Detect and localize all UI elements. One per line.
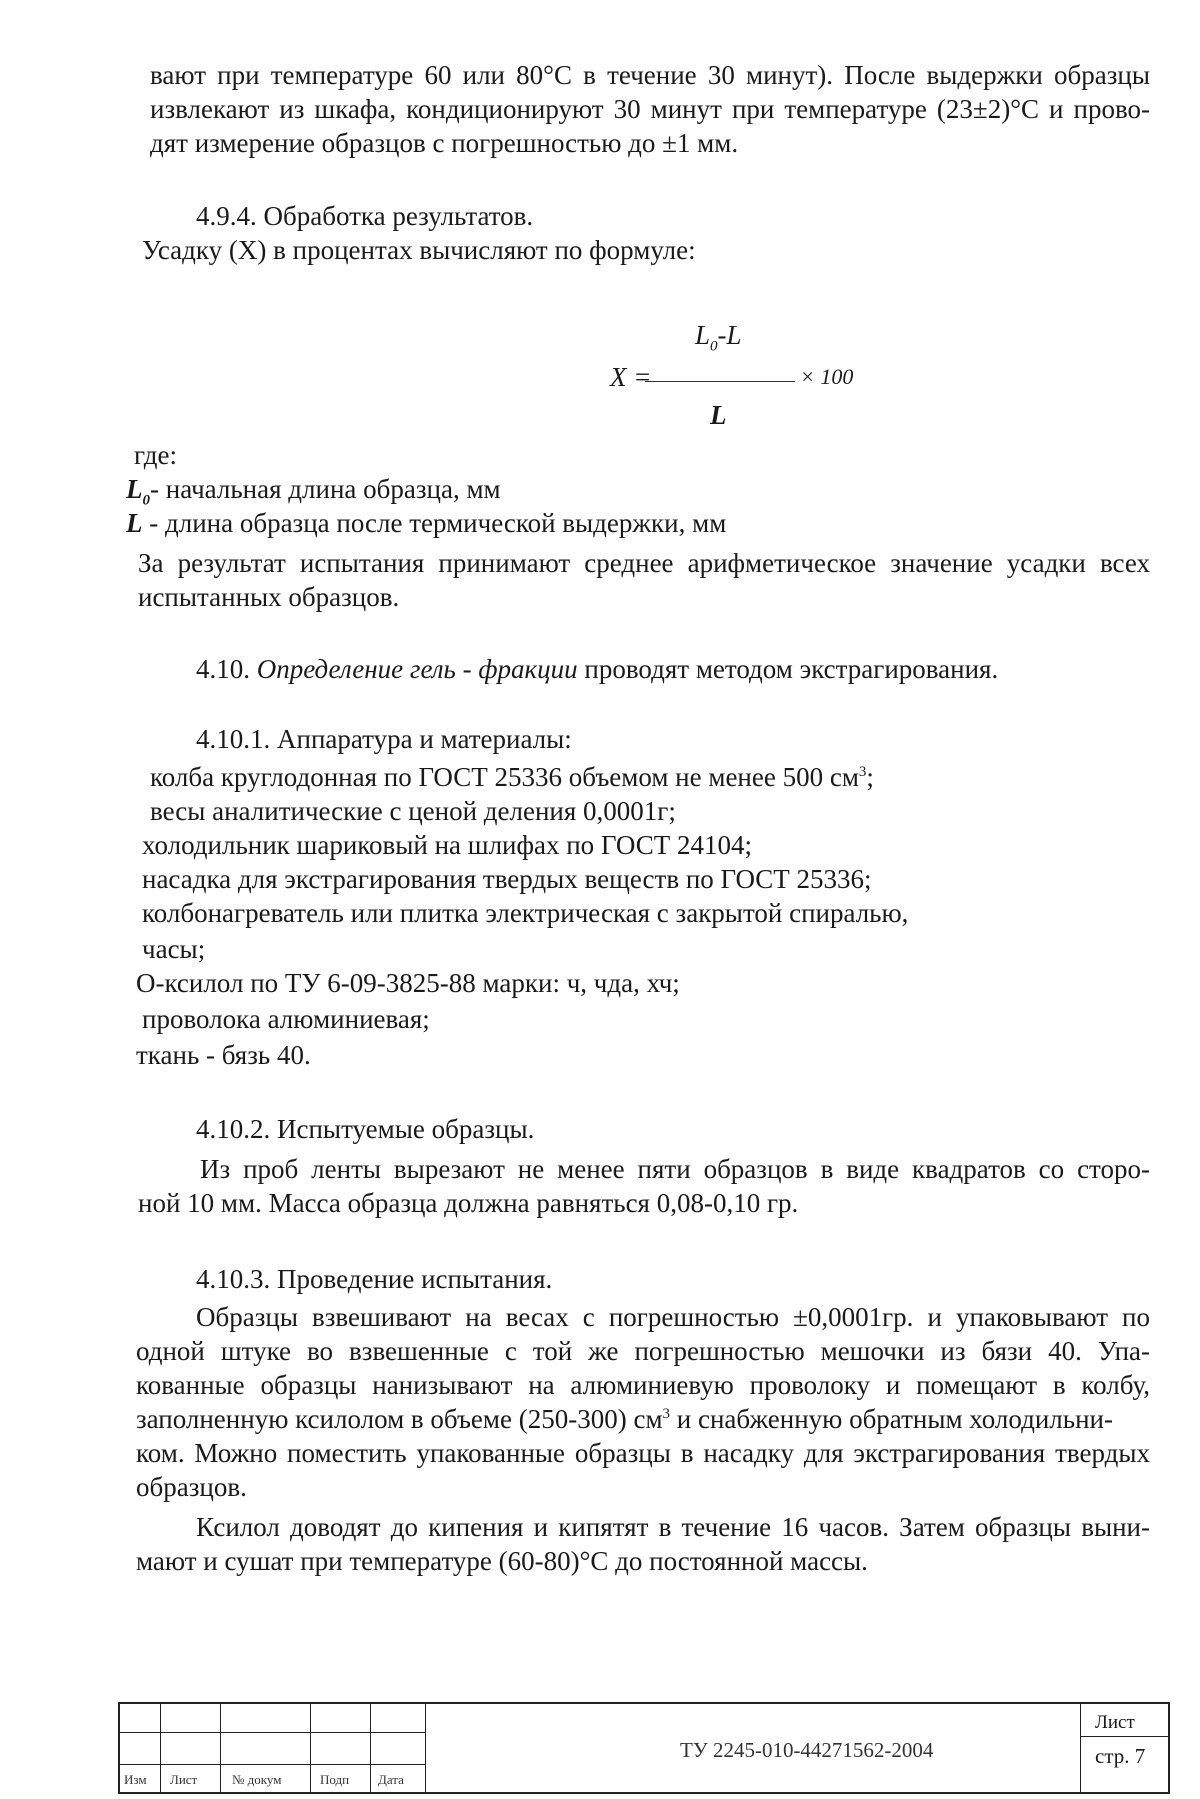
divider — [1080, 1704, 1081, 1792]
formula-lhs: X = — [610, 362, 652, 392]
text-line: извлекают из шкафа, кондиционируют 30 минут при температуре (23±2)°С и прово- — [150, 94, 1150, 124]
text-line: одной штуке во взвешенные с той же погрешностью мешочки из бязи 40. Упа- — [136, 1336, 1150, 1366]
definition-l0: $L_0-$ начальная длина образца, мм — [126, 474, 501, 509]
col-sign-label: Подп — [320, 1772, 350, 1787]
text-line: кованные образцы нанизывают на алюминиевую проволоку и помещают в колбу, — [136, 1370, 1150, 1400]
list-item: весы аналитические с ценой деления 0,0001г; — [150, 796, 676, 826]
text-line: Из проб ленты вырезают не менее пяти образцов в виде квадратов со сторо- — [200, 1154, 1150, 1184]
text-line: ной 10 мм. Масса образца должна равняться 0,08-0,10 гр. — [138, 1188, 799, 1218]
formula-denominator: L — [710, 400, 727, 430]
text-line: Образцы взвешивают на весах с погрешностью ±0,0001гр. и упаковывают по — [196, 1302, 1150, 1332]
divider — [120, 1764, 425, 1765]
text-line: образцов. — [136, 1472, 247, 1502]
section-heading: 4.10.1. Аппаратура и материалы: — [196, 724, 572, 754]
divider — [310, 1704, 311, 1792]
list-item: колба круглодонная по ГОСТ 25336 объемом не менее 500 $см^3$; — [150, 762, 874, 792]
shrinkage-formula — [600, 320, 860, 430]
text-line: мают и сушат при температуре (60-80)°С до постоянной массы. — [136, 1546, 868, 1576]
text-line: дят измерение образцов с погрешностью до ±1 мм. — [150, 128, 739, 158]
formula-multiplier: × 100 — [800, 364, 854, 389]
definition-l: L - длина образца после термической выдержки, мм — [126, 508, 727, 538]
list-item: холодильник шариковый на шлифах по ГОСТ 24104; — [142, 830, 752, 860]
divider — [425, 1704, 426, 1792]
formula-numerator: $L_0-L$ — [695, 320, 742, 355]
divider — [220, 1704, 221, 1792]
list-item: ткань - бязь 40. — [136, 1040, 311, 1070]
text-line: где: — [134, 440, 177, 470]
list-item: часы; — [142, 934, 206, 964]
text-line: Ксилол доводят до кипения и кипятят в течение 16 часов. Затем образцы выни- — [196, 1512, 1150, 1542]
divider — [1080, 1736, 1170, 1737]
divider — [120, 1732, 425, 1733]
text-line: ком. Можно поместить упакованные образцы в насадку для экстрагирования твердых — [136, 1438, 1150, 1468]
col-list-label: Лист — [170, 1772, 198, 1787]
divider — [160, 1704, 161, 1792]
divider — [370, 1704, 371, 1792]
sheet-label: Лист — [1095, 1712, 1135, 1733]
text-line: Усадку (Х) в процентах вычисляют по формуле: — [142, 235, 696, 265]
section-heading: 4.10.2. Испытуемые образцы. — [196, 1114, 535, 1144]
col-doc-label: № докум — [232, 1772, 282, 1787]
text-line: За результат испытания принимают среднее арифметическое значение усадки всех — [138, 548, 1150, 578]
section-heading: 4.9.4. Обработка результатов. — [196, 201, 534, 231]
section-heading: 4.10. Определение гель - фракции проводят методом экстрагирования. — [196, 654, 999, 684]
title-block — [118, 1702, 1170, 1794]
fraction-bar — [645, 381, 795, 382]
col-izm-label: Изм — [124, 1772, 147, 1787]
text-line: испытанных образцов. — [138, 582, 400, 612]
list-item: насадка для экстрагирования твердых веществ по ГОСТ 25336; — [142, 864, 872, 894]
list-item: О-ксилол по ТУ 6-09-3825-88 марки: ч, чда, хч; — [136, 968, 680, 998]
col-date-label: Дата — [378, 1772, 404, 1787]
list-item: колбонагреватель или плитка электрическая с закрытой спиралью, — [142, 898, 909, 928]
text-line: вают при температуре 60 или 80°С в течение 30 минут). После выдержки образцы — [150, 60, 1150, 90]
text-line: заполненную ксилолом в объеме (250-300) $см^3$ и снабженную обратным холодильни- — [136, 1404, 1113, 1434]
sheet-number: стр. 7 — [1095, 1744, 1146, 1768]
section-heading: 4.10.3. Проведение испытания. — [196, 1264, 553, 1294]
document-code: ТУ 2245-010-44271562-2004 — [680, 1738, 934, 1762]
list-item: проволока алюминиевая; — [142, 1004, 430, 1034]
